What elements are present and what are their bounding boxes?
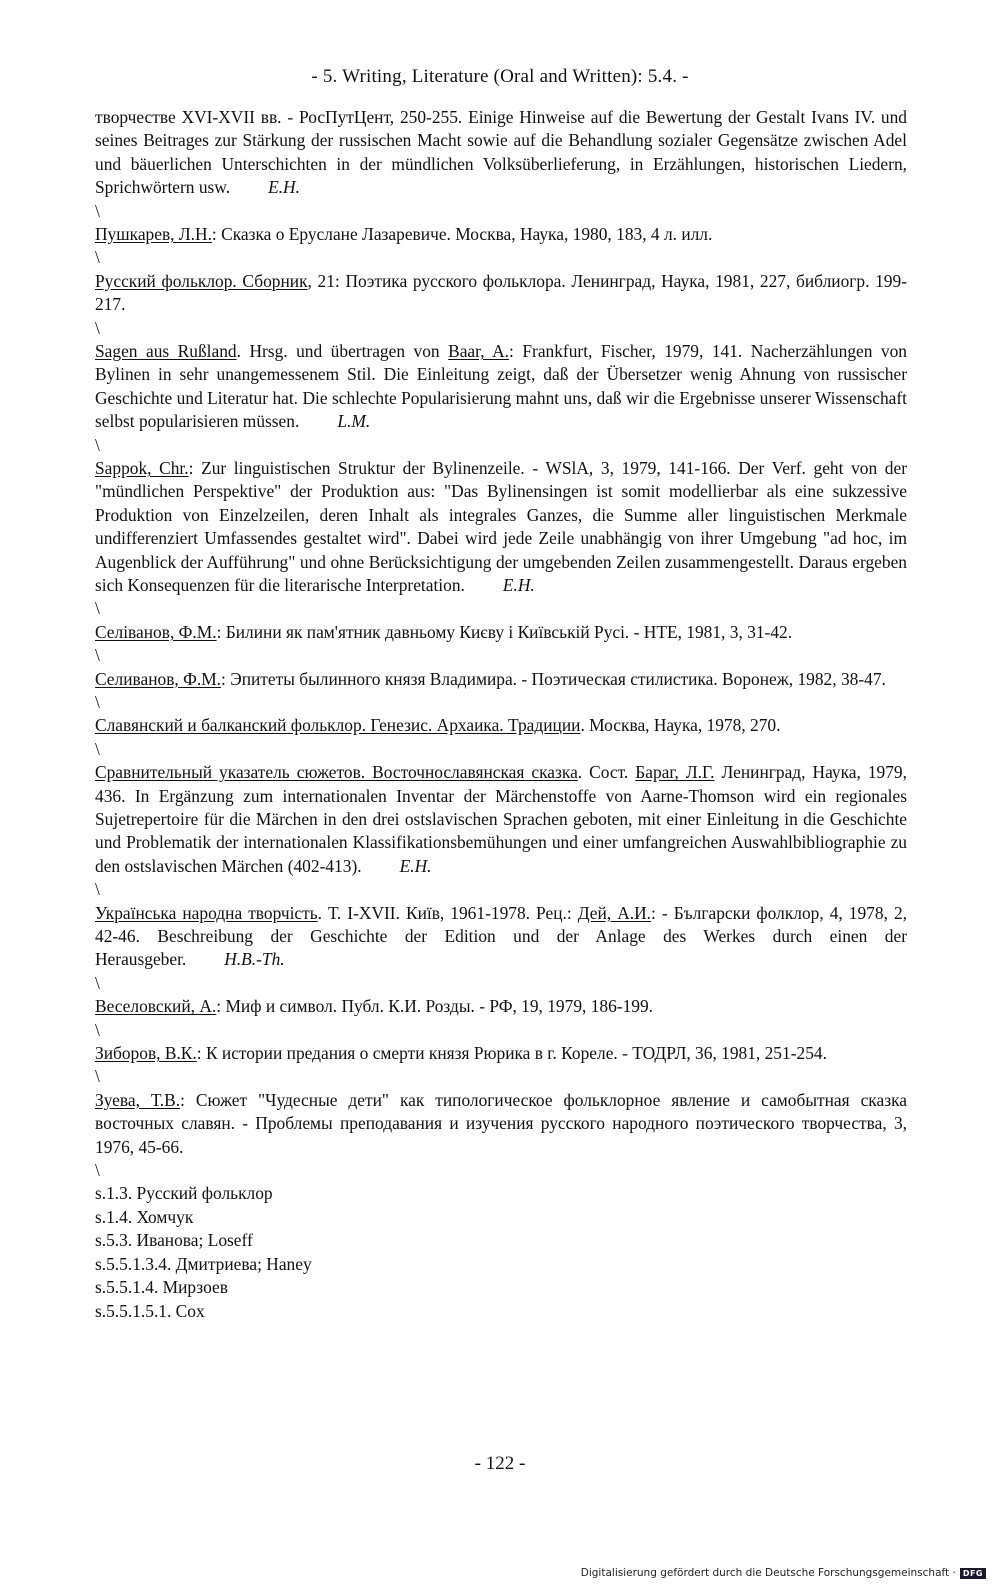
- entry-separator: \: [95, 1019, 100, 1040]
- cross-reference: s.5.5.1.3.4. Дмитриева; Haney: [95, 1253, 312, 1274]
- author-name: Русский фольклор. Сборник: [95, 270, 308, 291]
- entry-separator: \: [95, 692, 100, 713]
- digitization-footer: [581, 1567, 986, 1579]
- author-name: Дей, А.И.: [577, 902, 652, 923]
- reviewer-initials: H.B.-Th.: [224, 949, 285, 970]
- entry-separator: \: [95, 598, 100, 619]
- author-name: Sagen aus Rußland: [95, 341, 237, 362]
- entry-separator: \: [95, 972, 100, 993]
- author-name: Baar, A.: [448, 341, 510, 362]
- bibliography-entry: Sagen aus Rußland. Hrsg. und übertragen von Baar, A.: Frankfurt, Fischer, 1979, 141. Nacherzählungen von Bylinen in sehr unangemessenem Stil. Die Einleitung zeigt, daß der Übersetzer wenig Ahnung von russischer Geschichte und Literatur hat. Die schlechte Popularisierung mahnt uns, daß wir die Ergebnisse unserer Wissenschaft selbst popularisieren müssen. L.M.: [95, 341, 908, 432]
- author-name: Зиборов, В.К.: [95, 1043, 197, 1064]
- bibliography-entry: Зиборов, В.К.: К истории предания о смерти князя Рюрика в г. Кореле. - ТОДРЛ, 36, 1981, 251-254.: [95, 1043, 827, 1064]
- author-name: Українська народна творчість: [95, 902, 318, 923]
- cross-reference: s.1.4. Хомчук: [95, 1206, 194, 1227]
- bibliography-entry: творчестве XVI-XVII вв. - РосПутЦент, 250-255. Einige Hinweise auf die Bewertung der Gestalt Ivans IV. und seines Beitrages zur Stärkung der russischen Macht sowie auf die Behandlung sozialer Gegensätze zwischen Adel und bäuerlichen Unterschichten in der mündlichen Volksüberlieferung, in Erzählungen, historischen Liedern, Sprichwörtern usw. E.H.: [95, 107, 907, 198]
- bibliography-content: [95, 106, 907, 1323]
- bibliography-entry: Русский фольклор. Сборник, 21: Поэтика русского фольклора. Ленинград, Наука, 1981, 227, библиогр. 199-217.: [95, 270, 907, 315]
- bibliography-entry: Зуева, Т.В.: Сюжет "Чудесные дети" как типологическое фольклорное явление и самобытная сказка восточных славян. - Проблемы преподавания и изучения русского народного поэтического творчества, 3, 1976, 45-66.: [95, 1089, 907, 1157]
- author-name: Бараг, Л.Г.: [635, 762, 715, 783]
- page-header: - 5. Writing, Literature (Oral and Written): 5.4. -: [311, 66, 689, 87]
- entry-separator: \: [95, 200, 100, 221]
- bibliography-entry: Веселовский, А.: Миф и символ. Публ. К.И. Розды. - РФ, 19, 1979, 186-199.: [95, 996, 654, 1017]
- entry-separator: \: [95, 1160, 100, 1181]
- bibliography-entry: Славянский и балканский фольклор. Генезис. Архаика. Традиции. Москва, Наука, 1978, 270.: [95, 715, 781, 736]
- bibliography-entry: Пушкарев, Л.Н.: Сказка о Еруслане Лазаревиче. Москва, Наука, 1980, 183, 4 л. илл.: [95, 224, 713, 245]
- entry-separator: \: [95, 645, 100, 666]
- page-number: - 122 -: [474, 1453, 526, 1474]
- reviewer-initials: E.H.: [399, 855, 432, 876]
- cross-reference: s.5.5.1.5.1. Cox: [95, 1300, 205, 1321]
- entry-separator: \: [95, 1066, 100, 1087]
- dfg-logo-icon: DFG: [960, 1568, 986, 1579]
- cross-reference: s.5.3. Иванова; Loseff: [95, 1230, 253, 1251]
- reviewer-initials: L.M.: [337, 411, 371, 432]
- cross-reference: s.5.5.1.4. Мирзоев: [95, 1277, 228, 1298]
- author-name: Веселовский, А.: [95, 996, 217, 1017]
- reviewer-initials: E.H.: [502, 575, 535, 596]
- bibliography-entry: Селиванов, Ф.М.: Эпитеты былинного князя Владимира. - Поэтическая стилистика. Воронеж, 1982, 38-47.: [95, 668, 886, 689]
- author-name: Славянский и балканский фольклор. Генезис. Архаика. Традиции: [95, 715, 581, 736]
- author-name: Селиванов, Ф.М.: [95, 668, 222, 689]
- author-name: Зуева, Т.В.: [95, 1089, 181, 1110]
- author-name: Сравнительный указатель сюжетов. Восточнославянская сказка: [95, 762, 578, 783]
- entry-separator: \: [95, 247, 100, 268]
- bibliography-entry: Українська народна творчість. Т. I-XVII. Київ, 1961-1978. Рец.: Дей, А.И.: - Български фолклор, 4, 1978, 2, 42-46. Beschreibung der Geschichte der Edition und der Anlage des Werkes durch einen der Herausgeber. H.B.-Th.: [95, 902, 907, 970]
- bibliography-entry: Селiванов, Ф.М.: Билини як пам'ятник давньому Києву i Київській Русі. - НТЕ, 1981, 3, 31-42.: [95, 621, 793, 642]
- reviewer-initials: E.H.: [268, 177, 300, 198]
- author-name: Селiванов, Ф.М.: [95, 621, 217, 642]
- bibliography-entry: Sappok, Chr.: Zur linguistischen Struktur der Bylinenzeile. - WSlA, 3, 1979, 141-166. Der Verf. geht von der "mündlichen Perspektive" der Produktion aus: "Das Bylinensingen ist somit modellierbar als eine sukzessive Produktion von Einzelzeilen, deren Inhalt als integrales Ganzes, die Summe aller linguistischen Merkmale undifferenziert Umfassendes gestaltet wird". Dabei wird jede Zeile unabhängig von ihrer Umgebung "ad hoc, im Augenblick der Aufführung" und ohne Berücksichtigung der umgebenden Zeilen zusammengestellt. Daraus ergeben sich Konsequenzen für die literarische Interpretation. E.H.: [95, 458, 907, 596]
- author-name: Sappok, Chr.: [95, 458, 189, 479]
- cross-references: [95, 1182, 907, 1322]
- entry-separator: \: [95, 879, 100, 900]
- author-name: Пушкарев, Л.Н.: [95, 224, 212, 245]
- entry-separator: \: [95, 738, 100, 759]
- cross-reference: s.1.3. Русский фольклор: [95, 1183, 273, 1204]
- bibliography-entry: Сравнительный указатель сюжетов. Восточнославянская сказка. Сост. Бараг, Л.Г. Ленинград, Наука, 1979, 436. In Ergänzung zum internationalen Inventar der Märchenstoffe von Aarne-Thomson wird ein regionales Sujetrepertoire für die Märchen in den drei ostslavischen Sprachen geboten, mit einer Einleitung in die Geschichte und Problematik der internationalen Klassifikationsbemühungen und einer umfangreichen Auswahlbibliographie zu den ostslavischen Märchen (402-413). E.H.: [95, 762, 907, 876]
- footer-text: Digitalisierung gefördert durch die Deutsche Forschungsgemeinschaft ·: [580, 1567, 956, 1579]
- entry-separator: \: [95, 317, 100, 338]
- entry-separator: \: [95, 434, 100, 455]
